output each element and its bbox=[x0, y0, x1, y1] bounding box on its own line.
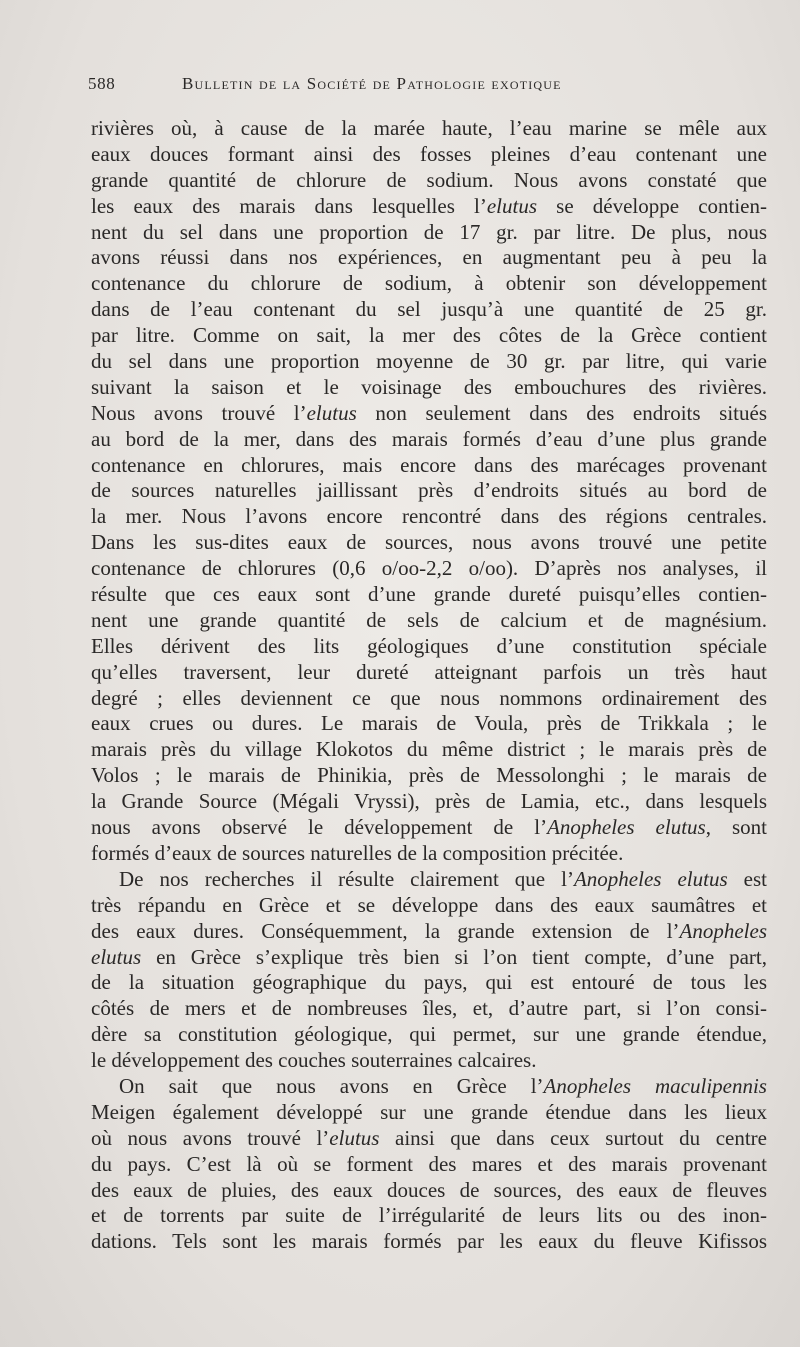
text-line bbox=[91, 478, 767, 504]
text-line bbox=[91, 634, 767, 660]
text-line bbox=[91, 711, 767, 737]
text-line bbox=[91, 401, 767, 427]
text-line bbox=[91, 970, 767, 996]
text-segment: contenance de chlorures (0,6 o/oo-2,2 o/oo). D’après nos analyses, il bbox=[91, 556, 767, 581]
text-segment: nent du sel dans une proportion de 17 gr. par litre. De plus, nous bbox=[91, 219, 767, 244]
text-line bbox=[91, 686, 767, 712]
italic-text: Anopheles maculipennis bbox=[543, 1073, 767, 1098]
text-line bbox=[91, 1229, 767, 1255]
text-segment: grande quantité de chlorure de sodium. Nous avons constaté que bbox=[91, 167, 767, 192]
body-text bbox=[91, 116, 767, 1255]
text-line bbox=[91, 375, 767, 401]
text-segment: et de torrents par suite de l’irrégularité de leurs lits ou des inon- bbox=[91, 1203, 767, 1228]
text-line bbox=[91, 453, 767, 479]
text-segment: Elles dérivent des lits géologiques d’une constitution spéciale bbox=[91, 633, 767, 658]
text-line bbox=[91, 245, 767, 271]
text-line bbox=[91, 556, 767, 582]
text-segment: Nous avons trouvé l’ bbox=[91, 400, 307, 425]
text-line bbox=[91, 945, 767, 971]
text-line bbox=[91, 1022, 767, 1048]
text-line bbox=[91, 504, 767, 530]
text-line bbox=[91, 996, 767, 1022]
text-segment: formés d’eaux de sources naturelles de la composition précitée. bbox=[91, 840, 624, 865]
text-segment: , sont bbox=[705, 815, 767, 840]
italic-text: Anopheles elutus bbox=[547, 815, 706, 840]
text-line bbox=[91, 142, 767, 168]
text-segment: marais près du village Klokotos du même district ; le marais près de bbox=[91, 737, 767, 762]
text-segment: nent une grande quantité de sels de calcium et de magnésium. bbox=[91, 607, 767, 632]
text-line bbox=[91, 116, 767, 142]
text-segment: qu’elles traversent, leur dureté atteignant parfois un très haut bbox=[91, 659, 767, 684]
text-segment: De nos recherches il résulte clairement que l’ bbox=[119, 866, 574, 891]
text-line bbox=[91, 349, 767, 375]
text-segment: dans de l’eau contenant du sel jusqu’à une quantité de 25 gr. bbox=[91, 297, 767, 322]
text-segment: ainsi que dans ceux surtout du centre bbox=[379, 1125, 767, 1150]
text-segment: des eaux de pluies, des eaux douces de sources, des eaux de fleuves bbox=[91, 1177, 767, 1202]
italic-text: elutus bbox=[91, 944, 142, 969]
text-segment: contenance en chlorures, mais encore dans des marécages provenant bbox=[91, 452, 767, 477]
text-line bbox=[91, 1152, 767, 1178]
italic-text: Anopheles elutus bbox=[573, 866, 728, 891]
text-line bbox=[91, 1203, 767, 1229]
text-line bbox=[91, 168, 767, 194]
page-header bbox=[88, 74, 728, 100]
text-line bbox=[91, 530, 767, 556]
text-segment: où nous avons trouvé l’ bbox=[91, 1125, 330, 1150]
text-segment: eaux douces formant ainsi des fosses pleines d’eau contenant une bbox=[91, 141, 767, 166]
text-segment: en Grèce s’explique très bien si l’on tient compte, d’une part, bbox=[141, 944, 767, 969]
text-segment: du sel dans une proportion moyenne de 30 gr. par litre, qui varie bbox=[91, 349, 767, 374]
text-line bbox=[91, 867, 767, 893]
text-line bbox=[91, 841, 767, 867]
text-segment: du pays. C’est là où se forment des mares et des marais provenant bbox=[91, 1151, 767, 1176]
text-line bbox=[91, 1048, 767, 1074]
text-segment: la Grande Source (Mégali Vryssi), près de Lamia, etc., dans lesquels bbox=[91, 789, 767, 814]
italic-text: elutus bbox=[486, 193, 538, 218]
text-segment: de la situation géographique du pays, qui est entouré de tous les bbox=[91, 970, 767, 995]
text-line bbox=[91, 789, 767, 815]
running-title: Bulletin de la Société de Pathologie exotique bbox=[182, 74, 562, 93]
text-segment: de sources naturelles jaillissant près d’endroits situés au bord de bbox=[91, 478, 767, 503]
text-segment: dations. Tels sont les marais formés par les eaux du fleuve Kifissos bbox=[91, 1229, 767, 1254]
text-segment: Meigen également développé sur une grande étendue dans les lieux bbox=[91, 1099, 767, 1124]
text-line bbox=[91, 427, 767, 453]
text-line bbox=[91, 1074, 767, 1100]
text-segment: est bbox=[727, 866, 767, 891]
text-line bbox=[91, 660, 767, 686]
text-segment: au bord de la mer, dans des marais formés d’eau d’une plus grande bbox=[91, 426, 767, 451]
italic-text: elutus bbox=[306, 400, 357, 425]
text-segment: Volos ; le marais de Phinikia, près de Messolonghi ; le marais de bbox=[91, 763, 767, 788]
text-segment: la mer. Nous l’avons encore rencontré dans des régions centrales. bbox=[91, 504, 767, 529]
text-line bbox=[91, 297, 767, 323]
text-line bbox=[91, 893, 767, 919]
text-segment: avons réussi dans nos expériences, en augmentant peu à peu la bbox=[91, 245, 767, 270]
text-segment: des eaux dures. Conséquemment, la grande extension de l’ bbox=[91, 918, 680, 943]
italic-text: Anopheles bbox=[679, 918, 767, 943]
text-line bbox=[91, 1178, 767, 1204]
text-segment: rivières où, à cause de la marée haute, l’eau marine se mêle aux bbox=[91, 116, 767, 140]
italic-text: elutus bbox=[329, 1125, 380, 1150]
text-segment: On sait que nous avons en Grèce l’ bbox=[119, 1073, 544, 1098]
text-segment: eaux crues ou dures. Le marais de Voula, près de Trikkala ; le bbox=[91, 711, 767, 736]
text-line bbox=[91, 737, 767, 763]
text-segment: non seulement dans des endroits situés bbox=[356, 400, 767, 425]
text-line bbox=[91, 608, 767, 634]
text-segment: très répandu en Grèce et se développe dans des eaux saumâtres et bbox=[91, 892, 767, 917]
text-line bbox=[91, 271, 767, 297]
text-line bbox=[91, 815, 767, 841]
text-line bbox=[91, 194, 767, 220]
text-line bbox=[91, 582, 767, 608]
text-line bbox=[91, 919, 767, 945]
text-segment: dère sa constitution géologique, qui permet, sur une grande étendue, bbox=[91, 1022, 767, 1047]
text-line bbox=[91, 763, 767, 789]
text-segment: côtés de mers et de nombreuses îles, et, d’autre part, si l’on consi- bbox=[91, 996, 767, 1021]
text-line bbox=[91, 1100, 767, 1126]
text-segment: nous avons observé le développement de l’ bbox=[91, 815, 548, 840]
text-segment: degré ; elles deviennent ce que nous nommons ordinairement des bbox=[91, 685, 767, 710]
text-segment: le développement des couches souterraines calcaires. bbox=[91, 1048, 537, 1073]
text-segment: par litre. Comme on sait, la mer des côtes de la Grèce contient bbox=[91, 323, 767, 348]
text-line bbox=[91, 220, 767, 246]
text-segment: Dans les sus-dites eaux de sources, nous avons trouvé une petite bbox=[91, 530, 767, 555]
text-segment: les eaux des marais dans lesquelles l’ bbox=[91, 193, 487, 218]
text-line bbox=[91, 1126, 767, 1152]
text-segment: se développe contien- bbox=[537, 193, 767, 218]
text-segment: résulte que ces eaux sont d’une grande dureté puisqu’elles contien- bbox=[91, 582, 767, 607]
text-segment: suivant la saison et le voisinage des embouchures des rivières. bbox=[91, 374, 767, 399]
text-segment: contenance du chlorure de sodium, à obtenir son développement bbox=[91, 271, 767, 296]
text-line bbox=[91, 323, 767, 349]
page-number: 588 bbox=[88, 74, 116, 93]
